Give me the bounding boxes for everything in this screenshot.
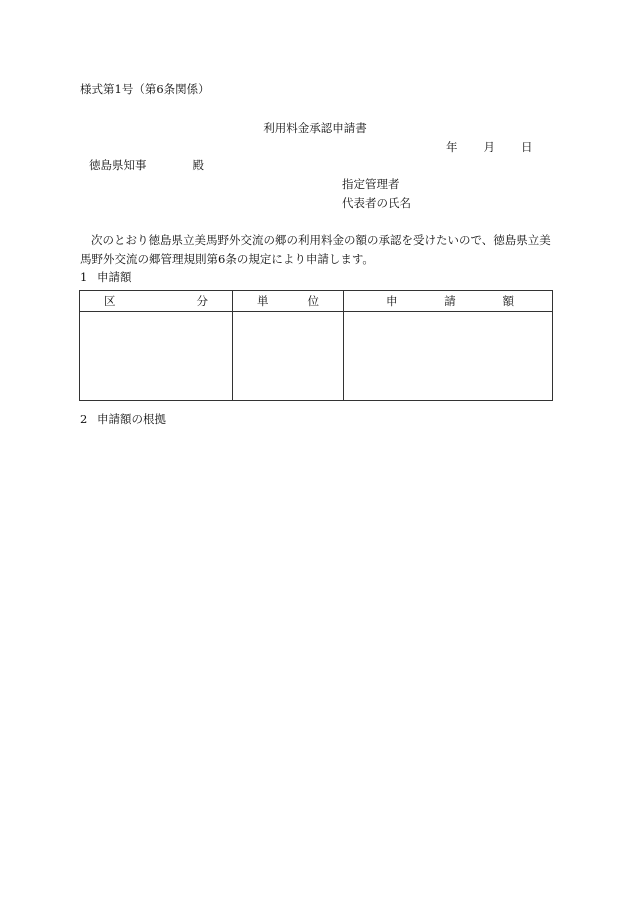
applicant-manager: 指定管理者 (342, 177, 400, 191)
header-category: 区 分 (80, 291, 233, 312)
addressee-line (89, 157, 204, 173)
section-2-heading (80, 411, 166, 427)
fee-table (79, 290, 553, 401)
header-requested-amount: 申 請 額 (344, 291, 553, 312)
date-line (446, 139, 533, 155)
addressee-name: 徳島県知事 (89, 158, 147, 172)
date-month: 月 (483, 140, 495, 154)
addressee-honorific: 殿 (192, 158, 204, 172)
section-1-label: 申請額 (97, 270, 132, 284)
date-year: 年 (446, 140, 458, 154)
applicant-representative: 代表者の氏名 (342, 196, 411, 210)
form-number-label: 様式第1号（第6条関係） (80, 82, 210, 96)
section-2-number: 2 (80, 412, 88, 426)
section-1-number: 1 (80, 270, 88, 284)
cell-requested-amount (344, 312, 553, 401)
cell-category (80, 312, 233, 401)
section-2-label: 申請額の根拠 (97, 412, 166, 426)
date-day: 日 (521, 140, 533, 154)
application-statement: 次のとおり徳島県立美馬野外交流の郷の利用料金の額の承認を受けたいので、徳島県立美馬野外交流の郷管理規則第6条の規定により申請します。 (80, 233, 551, 266)
fee-table-row (80, 312, 553, 401)
fee-table-header-row (80, 291, 553, 312)
header-unit: 単 位 (233, 291, 344, 312)
document-title: 利用料金承認申請書 (263, 121, 367, 135)
cell-unit (233, 312, 344, 401)
section-1-heading (80, 269, 132, 285)
